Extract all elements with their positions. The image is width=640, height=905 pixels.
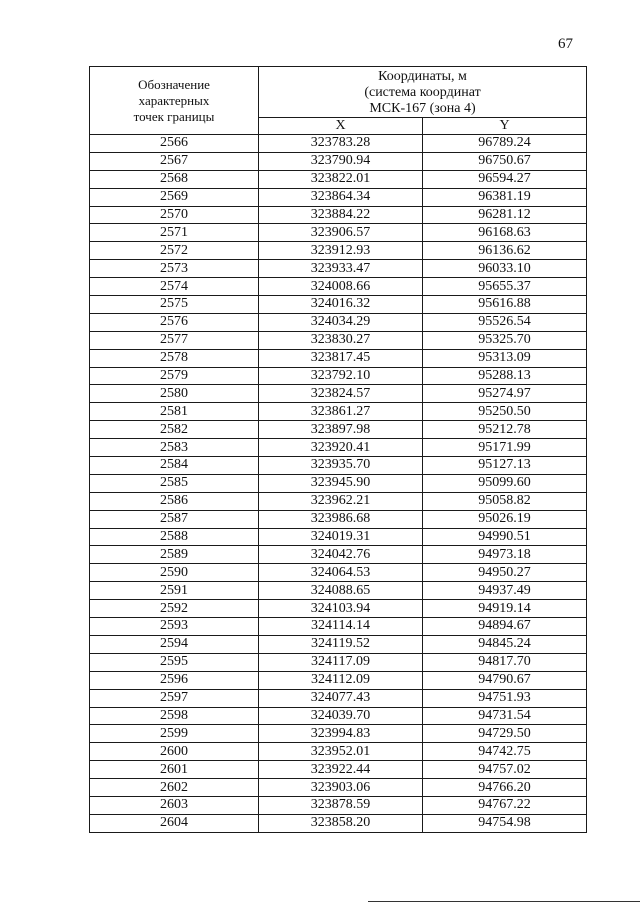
header-coords-line-1: Координаты, м <box>378 69 467 84</box>
table-row <box>90 510 587 528</box>
point-id-cell: 2589 <box>90 546 259 564</box>
point-id-cell: 2602 <box>90 779 259 797</box>
point-id-cell: 2582 <box>90 421 259 439</box>
y-coordinate-cell: 95058.82 <box>423 492 587 510</box>
point-id-cell: 2597 <box>90 689 259 707</box>
point-id-cell: 2571 <box>90 224 259 242</box>
point-id-cell: 2584 <box>90 457 259 475</box>
x-coordinate-cell: 323897.98 <box>259 421 423 439</box>
table-row <box>90 206 587 224</box>
x-coordinate-cell: 324064.53 <box>259 564 423 582</box>
table-row <box>90 278 587 296</box>
x-coordinate-cell: 323792.10 <box>259 367 423 385</box>
table-row <box>90 582 587 600</box>
x-coordinate-cell: 323952.01 <box>259 743 423 761</box>
table-body <box>90 135 587 833</box>
y-coordinate-cell: 96594.27 <box>423 170 587 188</box>
x-coordinate-cell: 324088.65 <box>259 582 423 600</box>
x-coordinate-cell: 324077.43 <box>259 689 423 707</box>
table-row <box>90 528 587 546</box>
point-id-cell: 2601 <box>90 761 259 779</box>
table-row <box>90 492 587 510</box>
point-id-cell: 2568 <box>90 170 259 188</box>
table-row <box>90 367 587 385</box>
y-coordinate-cell: 96281.12 <box>423 206 587 224</box>
y-coordinate-cell: 95127.13 <box>423 457 587 475</box>
point-id-cell: 2592 <box>90 600 259 618</box>
y-coordinate-cell: 96381.19 <box>423 188 587 206</box>
x-coordinate-cell: 324019.31 <box>259 528 423 546</box>
table-row <box>90 296 587 314</box>
x-coordinate-cell: 323994.83 <box>259 725 423 743</box>
table-row <box>90 313 587 331</box>
y-coordinate-cell: 95212.78 <box>423 421 587 439</box>
y-coordinate-cell: 95274.97 <box>423 385 587 403</box>
point-id-cell: 2577 <box>90 331 259 349</box>
table-row <box>90 600 587 618</box>
header-x: X <box>259 118 423 135</box>
footer-divider <box>368 901 640 902</box>
y-coordinate-cell: 96033.10 <box>423 260 587 278</box>
point-id-cell: 2596 <box>90 671 259 689</box>
y-coordinate-cell: 95616.88 <box>423 296 587 314</box>
y-coordinate-cell: 94751.93 <box>423 689 587 707</box>
x-coordinate-cell: 323920.41 <box>259 439 423 457</box>
x-coordinate-cell: 323912.93 <box>259 242 423 260</box>
point-id-cell: 2590 <box>90 564 259 582</box>
point-id-cell: 2580 <box>90 385 259 403</box>
x-coordinate-cell: 323935.70 <box>259 457 423 475</box>
y-coordinate-cell: 94894.67 <box>423 618 587 636</box>
y-coordinate-cell: 94757.02 <box>423 761 587 779</box>
y-coordinate-cell: 94731.54 <box>423 707 587 725</box>
point-id-cell: 2570 <box>90 206 259 224</box>
y-coordinate-cell: 95250.50 <box>423 403 587 421</box>
table-row <box>90 761 587 779</box>
x-coordinate-cell: 324042.76 <box>259 546 423 564</box>
y-coordinate-cell: 96136.62 <box>423 242 587 260</box>
point-id-cell: 2569 <box>90 188 259 206</box>
header-point-line-1: Обозначение <box>138 76 210 92</box>
header-y: Y <box>423 118 587 135</box>
x-coordinate-cell: 323878.59 <box>259 796 423 814</box>
point-id-cell: 2604 <box>90 814 259 832</box>
header-point-line-2: характерных <box>138 92 210 108</box>
y-coordinate-cell: 94742.75 <box>423 743 587 761</box>
x-coordinate-cell: 323986.68 <box>259 510 423 528</box>
page-number: 67 <box>558 36 573 52</box>
point-id-cell: 2578 <box>90 349 259 367</box>
table-row <box>90 188 587 206</box>
table-row <box>90 814 587 832</box>
x-coordinate-cell: 323962.21 <box>259 492 423 510</box>
point-id-cell: 2585 <box>90 474 259 492</box>
y-coordinate-cell: 96168.63 <box>423 224 587 242</box>
header-coordinates <box>259 67 587 118</box>
y-coordinate-cell: 94817.70 <box>423 653 587 671</box>
y-coordinate-cell: 95526.54 <box>423 313 587 331</box>
x-coordinate-cell: 324034.29 <box>259 313 423 331</box>
table-row <box>90 564 587 582</box>
x-coordinate-cell: 324103.94 <box>259 600 423 618</box>
point-id-cell: 2576 <box>90 313 259 331</box>
y-coordinate-cell: 94845.24 <box>423 635 587 653</box>
y-coordinate-cell: 96750.67 <box>423 152 587 170</box>
y-coordinate-cell: 95099.60 <box>423 474 587 492</box>
y-coordinate-cell: 95288.13 <box>423 367 587 385</box>
y-coordinate-cell: 94767.22 <box>423 796 587 814</box>
y-coordinate-cell: 94990.51 <box>423 528 587 546</box>
table-row <box>90 403 587 421</box>
point-id-cell: 2593 <box>90 618 259 636</box>
table-row <box>90 152 587 170</box>
point-id-cell: 2579 <box>90 367 259 385</box>
point-id-cell: 2595 <box>90 653 259 671</box>
table-row <box>90 725 587 743</box>
table-row <box>90 457 587 475</box>
point-id-cell: 2599 <box>90 725 259 743</box>
point-id-cell: 2567 <box>90 152 259 170</box>
table-row <box>90 546 587 564</box>
point-id-cell: 2581 <box>90 403 259 421</box>
x-coordinate-cell: 323906.57 <box>259 224 423 242</box>
table-row <box>90 618 587 636</box>
y-coordinate-cell: 94766.20 <box>423 779 587 797</box>
table-row <box>90 707 587 725</box>
table-row <box>90 635 587 653</box>
y-coordinate-cell: 94973.18 <box>423 546 587 564</box>
header-coords-line-2: (система координат <box>364 85 481 100</box>
point-id-cell: 2594 <box>90 635 259 653</box>
x-coordinate-cell: 323817.45 <box>259 349 423 367</box>
y-coordinate-cell: 95325.70 <box>423 331 587 349</box>
point-id-cell: 2574 <box>90 278 259 296</box>
x-coordinate-cell: 323945.90 <box>259 474 423 492</box>
table-row <box>90 796 587 814</box>
table-row <box>90 331 587 349</box>
table-row <box>90 349 587 367</box>
x-coordinate-cell: 324016.32 <box>259 296 423 314</box>
point-id-cell: 2588 <box>90 528 259 546</box>
y-coordinate-cell: 95171.99 <box>423 439 587 457</box>
point-id-cell: 2575 <box>90 296 259 314</box>
table-row <box>90 779 587 797</box>
point-id-cell: 2591 <box>90 582 259 600</box>
table-row <box>90 421 587 439</box>
x-coordinate-cell: 323884.22 <box>259 206 423 224</box>
x-coordinate-cell: 324008.66 <box>259 278 423 296</box>
x-coordinate-cell: 324117.09 <box>259 653 423 671</box>
x-coordinate-cell: 323933.47 <box>259 260 423 278</box>
y-coordinate-cell: 95313.09 <box>423 349 587 367</box>
table-row <box>90 242 587 260</box>
x-coordinate-cell: 323861.27 <box>259 403 423 421</box>
table-row <box>90 689 587 707</box>
x-coordinate-cell: 323830.27 <box>259 331 423 349</box>
table-row <box>90 671 587 689</box>
table-row <box>90 260 587 278</box>
y-coordinate-cell: 96789.24 <box>423 135 587 153</box>
table-row <box>90 653 587 671</box>
x-coordinate-cell: 324112.09 <box>259 671 423 689</box>
table-row <box>90 224 587 242</box>
y-coordinate-cell: 94754.98 <box>423 814 587 832</box>
y-coordinate-cell: 94950.27 <box>423 564 587 582</box>
x-coordinate-cell: 324039.70 <box>259 707 423 725</box>
x-coordinate-cell: 323864.34 <box>259 188 423 206</box>
y-coordinate-cell: 95655.37 <box>423 278 587 296</box>
x-coordinate-cell: 323822.01 <box>259 170 423 188</box>
y-coordinate-cell: 94790.67 <box>423 671 587 689</box>
table-row <box>90 170 587 188</box>
x-coordinate-cell: 324119.52 <box>259 635 423 653</box>
point-id-cell: 2600 <box>90 743 259 761</box>
header-coords-line-3: МСК-167 (зона 4) <box>369 101 476 116</box>
coordinates-table <box>89 66 587 833</box>
table-row <box>90 385 587 403</box>
y-coordinate-cell: 95026.19 <box>423 510 587 528</box>
x-coordinate-cell: 324114.14 <box>259 618 423 636</box>
point-id-cell: 2573 <box>90 260 259 278</box>
x-coordinate-cell: 323903.06 <box>259 779 423 797</box>
table-header <box>90 67 587 135</box>
x-coordinate-cell: 323922.44 <box>259 761 423 779</box>
point-id-cell: 2583 <box>90 439 259 457</box>
x-coordinate-cell: 323783.28 <box>259 135 423 153</box>
header-point-designation <box>90 67 259 135</box>
table-row <box>90 743 587 761</box>
x-coordinate-cell: 323858.20 <box>259 814 423 832</box>
point-id-cell: 2572 <box>90 242 259 260</box>
x-coordinate-cell: 323790.94 <box>259 152 423 170</box>
point-id-cell: 2603 <box>90 796 259 814</box>
table-row <box>90 135 587 153</box>
y-coordinate-cell: 94937.49 <box>423 582 587 600</box>
table-row <box>90 439 587 457</box>
x-coordinate-cell: 323824.57 <box>259 385 423 403</box>
y-coordinate-cell: 94729.50 <box>423 725 587 743</box>
point-id-cell: 2598 <box>90 707 259 725</box>
point-id-cell: 2587 <box>90 510 259 528</box>
header-point-line-3: точек границы <box>133 108 215 124</box>
table-row <box>90 474 587 492</box>
point-id-cell: 2586 <box>90 492 259 510</box>
y-coordinate-cell: 94919.14 <box>423 600 587 618</box>
point-id-cell: 2566 <box>90 135 259 153</box>
